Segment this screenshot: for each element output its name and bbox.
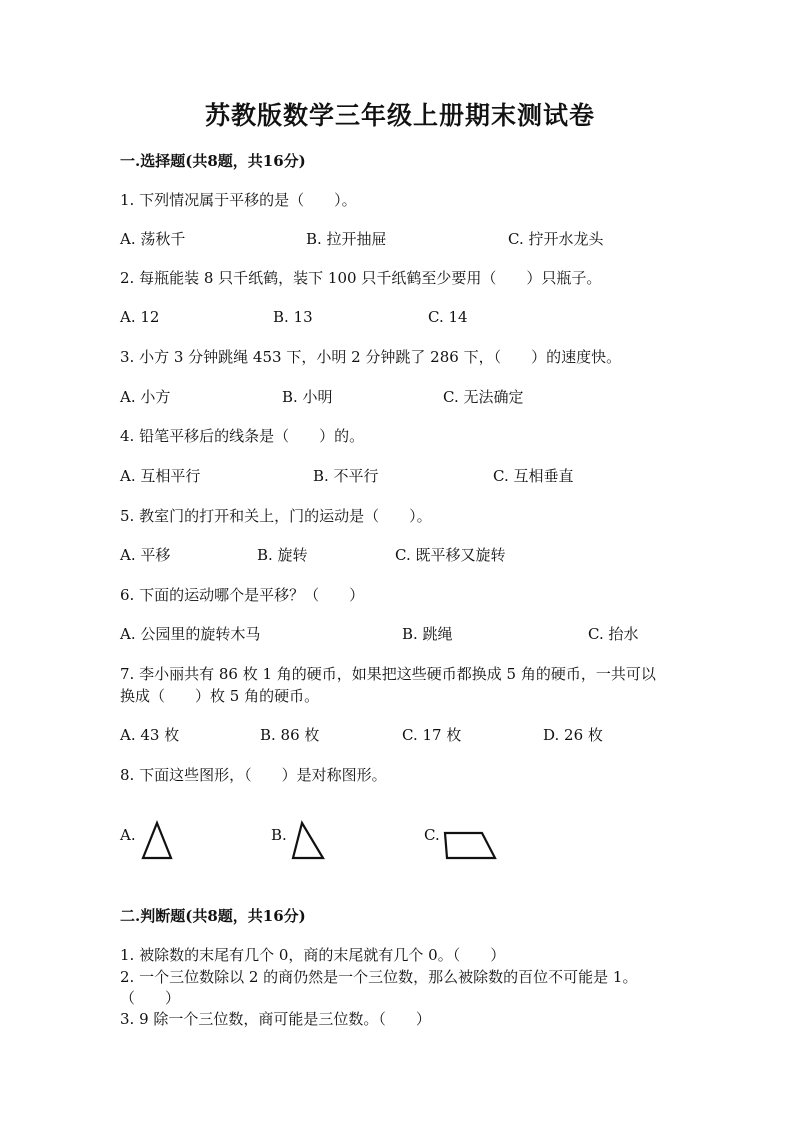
judgment-1: 1. 被除数的末尾有几个 0，商的末尾就有几个 0。（ ）	[120, 946, 506, 964]
question-5-option-c: C. 既平移又旋转	[395, 546, 506, 564]
trapezoid-figure	[442, 830, 498, 862]
question-7-line-2: 换成（ ）枚 5 角的硬币。	[120, 687, 320, 705]
question-6-option-a: A. 公园里的旋转木马	[120, 625, 261, 643]
question-5-option-b: B. 旋转	[257, 546, 308, 564]
question-1-option-a: A. 荡秋千	[120, 230, 186, 248]
judgment-3: 3. 9 除一个三位数，商可能是三位数。（ ）	[120, 1010, 431, 1028]
question-7-option-a: A. 43 枚	[120, 726, 180, 744]
question-1-option-b: B. 拉开抽屉	[306, 230, 387, 248]
question-7-option-c: C. 17 枚	[402, 726, 462, 744]
scalene-triangle-figure	[290, 820, 326, 862]
section-heading-judgment: 二.判断题(共8题，共16分)	[120, 907, 306, 925]
question-3-option-b: B. 小明	[282, 388, 333, 406]
question-3-option-c: C. 无法确定	[443, 388, 524, 406]
question-4: 4. 铅笔平移后的线条是（ ）的。	[120, 427, 365, 445]
question-7-line-1: 7. 李小丽共有 86 枚 1 角的硬币，如果把这些硬币都换成 5 角的硬币，一共可以	[120, 665, 656, 683]
question-3-option-a: A. 小方	[120, 388, 171, 406]
question-6-option-b: B. 跳绳	[402, 625, 453, 643]
judgment-2-line-2: （ ）	[120, 989, 181, 1007]
question-2-option-b: B. 13	[273, 308, 313, 326]
question-2-option-a: A. 12	[120, 308, 160, 326]
question-6: 6. 下面的运动哪个是平移？（ ）	[120, 586, 365, 604]
question-2: 2. 每瓶能装 8 只千纸鹤，装下 100 只千纸鹤至少要用（ ）只瓶子。	[120, 269, 602, 287]
question-4-option-a: A. 互相平行	[120, 467, 201, 485]
judgment-2-line-1: 2. 一个三位数除以 2 的商仍然是一个三位数，那么被除数的百位不可能是 1。	[120, 968, 638, 986]
question-3: 3. 小方 3 分钟跳绳 453 下，小明 2 分钟跳了 286 下，（ ）的速度快。	[120, 348, 622, 366]
question-8: 8. 下面这些图形，（ ）是对称图形。	[120, 766, 387, 784]
question-4-option-b: B. 不平行	[313, 467, 379, 485]
isosceles-triangle-figure	[140, 820, 174, 862]
question-1-option-c: C. 拧开水龙头	[508, 230, 604, 248]
question-1: 1. 下列情况属于平移的是（ ）。	[120, 191, 357, 209]
question-5-option-a: A. 平移	[120, 546, 171, 564]
question-2-option-c: C. 14	[428, 308, 468, 326]
question-7-option-d: D. 26 枚	[543, 726, 603, 744]
section-heading-choice: 一.选择题(共8题，共16分)	[120, 152, 306, 170]
page-title: 苏教版数学三年级上册期末测试卷	[204, 101, 595, 130]
question-8-option-a: A.	[120, 826, 136, 844]
question-7-option-b: B. 86 枚	[260, 726, 320, 744]
question-8-option-c: C.	[424, 826, 440, 844]
question-8-option-b: B.	[271, 826, 287, 844]
question-6-option-c: C. 抬水	[588, 625, 639, 643]
question-4-option-c: C. 互相垂直	[493, 467, 574, 485]
question-5: 5. 教室门的打开和关上，门的运动是（ ）。	[120, 507, 432, 525]
